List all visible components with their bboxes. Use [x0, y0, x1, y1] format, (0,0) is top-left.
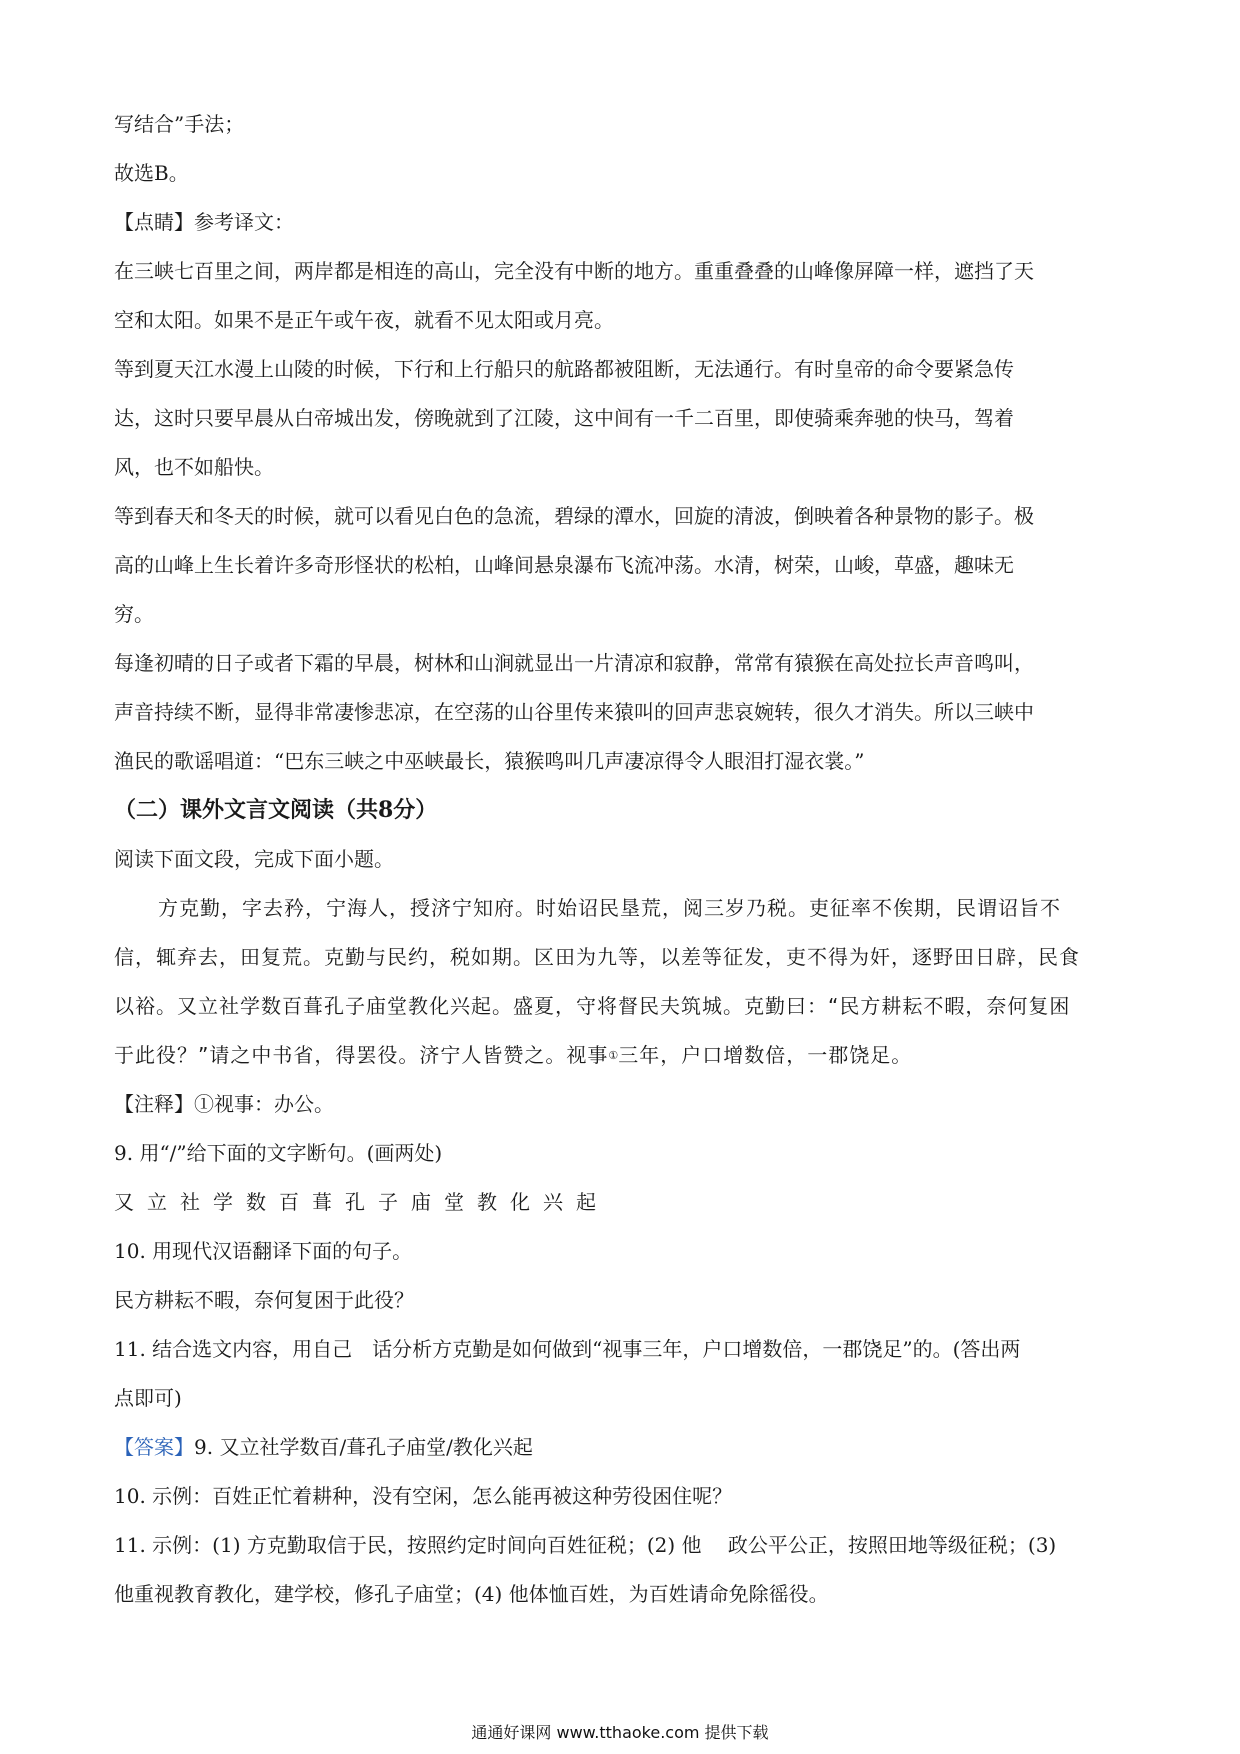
translation-line: 每逢初晴的日子或者下霜的早晨，树林和山涧就显出一片清凉和寂静，常常有猿猴在高处拉长声音鸣叫， [114, 651, 1034, 675]
answer-11: 11. 示例：(1) 方克勤取信于民，按照约定时间向百姓征税；(2) 他 政公平公正，按照田地等级征税；(3) [114, 1533, 1057, 1557]
question-10: 10. 用现代汉语翻译下面的句子。 [114, 1239, 413, 1263]
question-9: 9. 用“/”给下面的文字断句。(画两处) [114, 1141, 443, 1165]
text-line: 故选B。 [114, 161, 189, 185]
question-10-text: 民方耕耘不暇，奈何复困于此役？ [114, 1288, 414, 1312]
translation-line: 风，也不如船快。 [114, 455, 274, 479]
translation-label: 【点睛】参考译文： [114, 210, 294, 234]
translation-line: 达，这时只要早晨从白帝城出发，傍晚就到了江陵，这中间有一千二百里，即使骑乘奔驰的快马，驾着 [114, 406, 1014, 430]
section-heading: （二）课外文言文阅读（共8分） [114, 797, 438, 823]
answer-10: 10. 示例：百姓正忙着耕种，没有空闲，怎么能再被这种劳役困住呢？ [114, 1484, 733, 1508]
translation-line: 在三峡七百里之间，两岸都是相连的高山，完全没有中断的地方。重重叠叠的山峰像屏障一样，遮挡了天 [114, 259, 1034, 283]
translation-line: 高的山峰上生长着许多奇形怪状的松柏，山峰间悬泉瀑布飞流冲荡。水清，树荣，山峻，草盛，趣味无 [114, 553, 1014, 577]
classical-line: 于此役？”请之中书省，得罢役。济宁人皆赞之。视事 ① 三年，户口增数倍，一郡饶足。 [114, 1043, 913, 1067]
translation-line: 空和太阳。如果不是正午或午夜，就看不见太阳或月亮。 [114, 308, 614, 332]
translation-line: 渔民的歌谣唱道：“巴东三峡之中巫峡最长，猿猴鸣叫几声凄凉得令人眼泪打湿衣裳。” [114, 749, 865, 773]
translation-line: 穷。 [114, 602, 154, 626]
translation-line: 等到夏天江水漫上山陵的时候，下行和上行船只的航路都被阻断，无法通行。有时皇帝的命令要紧急传 [114, 357, 1014, 381]
text-line: 写结合”手法； [114, 112, 245, 136]
answer-tag: 【答案】 [114, 1435, 194, 1459]
page-footer: 通通好课网 www.tthaoke.com 提供下载 [471, 1723, 769, 1742]
document-body [114, 100, 1124, 1619]
classical-line: 方克勤，字去矜，宁海人，授济宁知府。时始诏民垦荒，阅三岁乃税。吏征率不俟期，民谓诏旨不 [158, 896, 1061, 920]
answer-9: 【答案】 9. 又立社学数百/葺孔子庙堂/教化兴起 [114, 1423, 1124, 1472]
classical-line: 信，辄弃去，田复荒。克勤与民约，税如期。区田为九等，以差等征发，吏不得为奸，逐野田日辟，民食 [114, 945, 1080, 969]
note: 【注释】①视事：办公。 [114, 1092, 334, 1116]
instruction: 阅读下面文段，完成下面小题。 [114, 847, 394, 871]
translation-line: 声音持续不断，显得非常凄惨悲凉，在空荡的山谷里传来猿叫的回声悲哀婉转，很久才消失。所以三峡中 [114, 700, 1034, 724]
classical-line: 以裕。又立社学数百葺孔子庙堂教化兴起。盛夏，守将督民夫筑城。克勤曰：“民方耕耘不暇，奈何复困 [114, 994, 1071, 1018]
footnote-mark: ① [608, 1049, 619, 1062]
question-9-text: 又立社学数百葺孔子庙堂教化兴起 [114, 1190, 609, 1214]
answer-11: 他重视教育教化，建学校，修孔子庙堂；(4) 他体恤百姓，为百姓请命免除徭役。 [114, 1582, 829, 1606]
translation-line: 等到春天和冬天的时候，就可以看见白色的急流，碧绿的潭水，回旋的清波，倒映着各种景物的影子。极 [114, 504, 1034, 528]
question-11: 点即可) [114, 1386, 182, 1410]
question-11: 11. 结合选文内容，用自己 话分析方克勤是如何做到“视事三年，户口增数倍，一郡饶足”的。(答出两 [114, 1337, 1021, 1361]
